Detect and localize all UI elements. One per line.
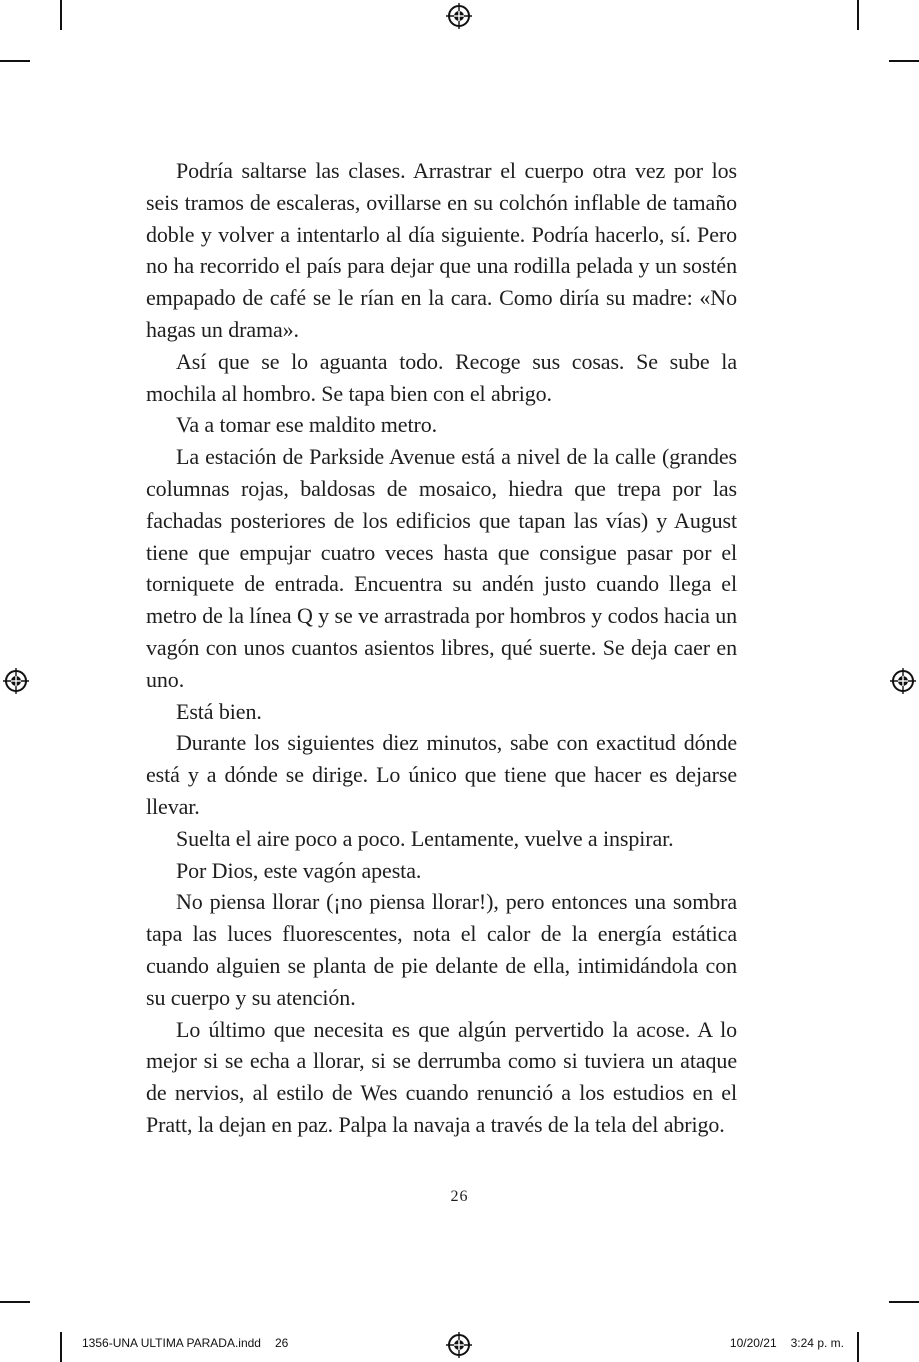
- slug-timestamp: [730, 1336, 844, 1350]
- crop-mark-bottom-right-vertical: [857, 1332, 859, 1362]
- slug-file-info: [82, 1336, 288, 1350]
- paragraph: Está bien.: [176, 698, 262, 724]
- paragraph: Suelta el aire poco a poco. Lentamente, vuelve a inspirar.: [176, 825, 674, 851]
- slug-file-name: 1356-UNA ULTIMA PARADA.indd: [82, 1336, 261, 1350]
- crop-mark-bottom-right-horizontal: [889, 1301, 919, 1303]
- crop-mark-bottom-left-horizontal: [0, 1301, 30, 1303]
- paragraph: Podría saltarse las clases. Arrastrar el cuerpo otra vez por los seis tramos de escaleras, ovillarse en su colchón inflable de tamaño doble y volver a intentarlo al día siguiente. Podría hacerlo, sí. Pero no ha recorrido el país para dejar que una rodilla pelada y un sostén empapado de café se le rían en la cara. Como diría su madre: «No hagas un drama».: [146, 158, 737, 342]
- registration-target-icon: [446, 3, 472, 29]
- paragraph: Así que se lo aguanta todo. Recoge sus cosas. Se sube la mochila al hombro. Se tapa bien con el abrigo.: [146, 348, 737, 406]
- crop-mark-bottom-left-vertical: [60, 1332, 62, 1362]
- paragraph: Durante los siguientes diez minutos, sabe con exactitud dónde está y a dónde se dirige. Lo único que tiene que hacer es dejarse llevar.: [146, 730, 737, 819]
- registration-target-icon: [446, 1332, 472, 1358]
- crop-mark-top-left-horizontal: [0, 60, 30, 62]
- body-text: [146, 155, 737, 1141]
- crop-mark-top-left-vertical: [60, 0, 62, 30]
- registration-target-icon: [890, 668, 916, 694]
- paragraph: Por Dios, este vagón apesta.: [176, 857, 422, 883]
- paragraph: La estación de Parkside Avenue está a nivel de la calle (grandes columnas rojas, baldosas de mosaico, hiedra que trepa por las fachadas posteriores de los edificios que tapan las vías) y August tiene que empujar cuatro veces hasta que consigue pasar por el torniquete de entrada. Encuentra su andén justo cuando llega el metro de la línea Q y se ve arrastrada por hombros y codos hacia un vagón con unos cuantos asientos libres, qué suerte. Se deja caer en uno.: [146, 444, 737, 692]
- page-number: 26: [450, 1188, 469, 1205]
- crop-mark-top-right-horizontal: [889, 60, 919, 62]
- slug-time: 3:24 p. m.: [790, 1336, 844, 1350]
- registration-target-icon: [3, 668, 29, 694]
- paragraph: No piensa llorar (¡no piensa llorar!), pero entonces una sombra tapa las luces fluorescentes, nota el calor de la energía estática cuando alguien se planta de pie delante de ella, intimidándola con su cuerpo y su atención.: [146, 889, 737, 1010]
- crop-mark-top-right-vertical: [857, 0, 859, 30]
- slug-file-page: 26: [274, 1336, 289, 1350]
- slug-date: 10/20/21: [729, 1336, 777, 1350]
- paragraph: Va a tomar ese maldito metro.: [176, 412, 438, 438]
- paragraph: Lo último que necesita es que algún pervertido la acose. A lo mejor si se echa a llorar, si se derrumba como si tuviera un ataque de nervios, al estilo de Wes cuando renunció a los estudios en el Pratt, la dejan en paz. Palpa la navaja a través de la tela del abrigo.: [146, 1016, 737, 1137]
